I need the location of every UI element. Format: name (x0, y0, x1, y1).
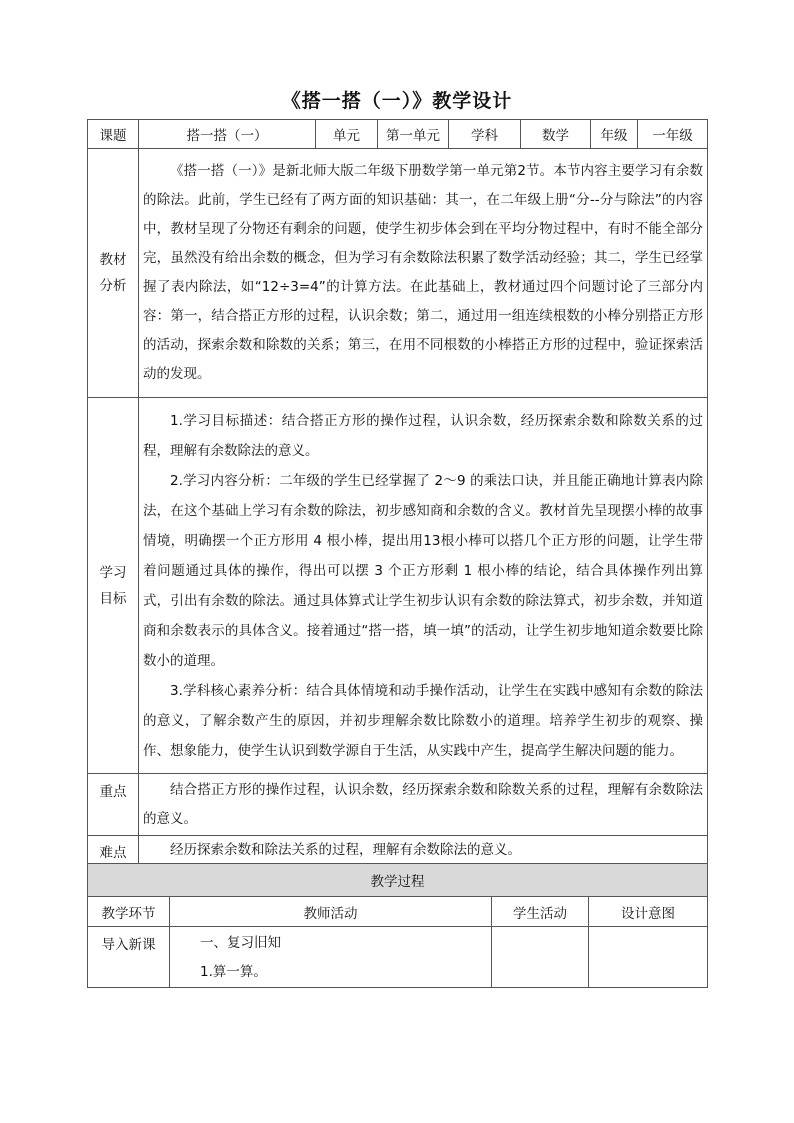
goals-label (88, 398, 139, 774)
process-header-stage: 教学环节 (88, 897, 170, 927)
key-point-text: 结合搭正方形的操作过程，认识余数，经历探索余数和除数关系的过程，理解有余数除法的意义。 (143, 781, 703, 827)
teaching-process-table (87, 863, 708, 988)
goals-paragraph-2: 2.学习内容分析：二年级的学生已经掌握了 2～9 的乘法口诀，并且能正确地计算表内除法，在这个基础上学习有余数的除法，初步感知商和余数的含义。教材首先呈现摆小棒的故事情境，明确摆一个正方形用 4 根小棒，提出用13根小棒可以搭几个正方形的问题，让学生带着问题通过具体的操作，得出可以摆 3 个正方形剩 1 根小棒的结论，结合具体操作列出算式，引出有余数的除法。通过具体算式让学生初步认识有余数的除法算式，初步余数，并知道商和余数表示的具体含义。接着通过“搭一搭，填一填”的活动，让学生初步地知道余数要比除数小的道理。 (143, 472, 703, 669)
key-point-label: 重点 (88, 774, 139, 836)
process-header-intent: 设计意图 (589, 897, 708, 927)
material-label-line2: 分析 (99, 278, 127, 294)
teacher-activity-cell (170, 927, 492, 988)
unit-value: 第一单元 (378, 120, 449, 149)
process-header-teacher: 教师活动 (170, 897, 492, 927)
difficulty-text: 经历探索余数和除法关系的过程，理解有余数除法的意义。 (170, 842, 521, 858)
subject-value: 数学 (521, 120, 591, 149)
student-activity-cell (492, 927, 589, 988)
grade-value: 一年级 (638, 120, 708, 149)
goals-paragraph-1: 1.学习目标描述：结合搭正方形的操作过程，认识余数，经历探索余数和除数关系的过程，理解有余数除法的意义。 (143, 412, 703, 459)
goals-label-line2: 目标 (99, 590, 127, 607)
stage-intro: 导入新课 (88, 927, 170, 988)
material-analysis-text: 《搭一搭（一）》是新北师大版二年级下册数学第一单元第2节。本节内容主要学习有余数的除法。此前，学生已经有了两方面的知识基础：其一，在二年级上册“分--分与除法”的内容中，教材呈现了分物还有剩余的问题，使学生初步体会到在平均分物过程中，有时不能全部分完，虽然没有给出余数的概念，但为学习有余数除法积累了数学活动经验；其二，学生已经掌握了表内除法，如“12÷3=4”的计算方法。在此基础上，教材通过四个问题讨论了三部分内容：第一，结合搭正方形的过程，认识余数；第二，通过用一组连续根数的小棒分别搭正方形的活动，探索余数和除数的关系；第三，在用不同根数的小棒搭正方形的过程中，验证探索活动的发现。 (143, 163, 703, 382)
material-label (88, 149, 139, 398)
goals-paragraph-3: 3.学科核心素养分析：结合具体情境和动手操作活动，让学生在实践中感知有余数的除法的意义，了解余数产生的原因，并初步理解余数比除数小的道理。培养学生初步的观察、操作、想象能力，使学生认识到数学源自于生活，从实践中产生，提高学生解决问题的能力。 (143, 682, 703, 759)
difficulty-label: 难点 (88, 836, 139, 866)
design-intent-cell (589, 927, 708, 988)
teacher-activity-line-2: 1.算一算。 (200, 964, 267, 980)
subject-label: 学科 (449, 120, 521, 149)
topic-label: 课题 (88, 120, 139, 149)
material-label-line1: 教材 (99, 252, 127, 268)
process-header-student: 学生活动 (492, 897, 589, 927)
topic-value: 搭一搭（一） (139, 120, 316, 149)
table-row (88, 927, 708, 988)
process-section-title: 教学过程 (88, 864, 708, 897)
teacher-activity-line-1: 一、复习旧知 (200, 935, 281, 951)
goals-label-line1: 学习 (99, 564, 127, 581)
lesson-info-table (87, 119, 708, 866)
grade-label: 年级 (591, 120, 638, 149)
unit-label: 单元 (316, 120, 378, 149)
page-title: 《搭一搭（一）》教学设计 (281, 90, 513, 112)
